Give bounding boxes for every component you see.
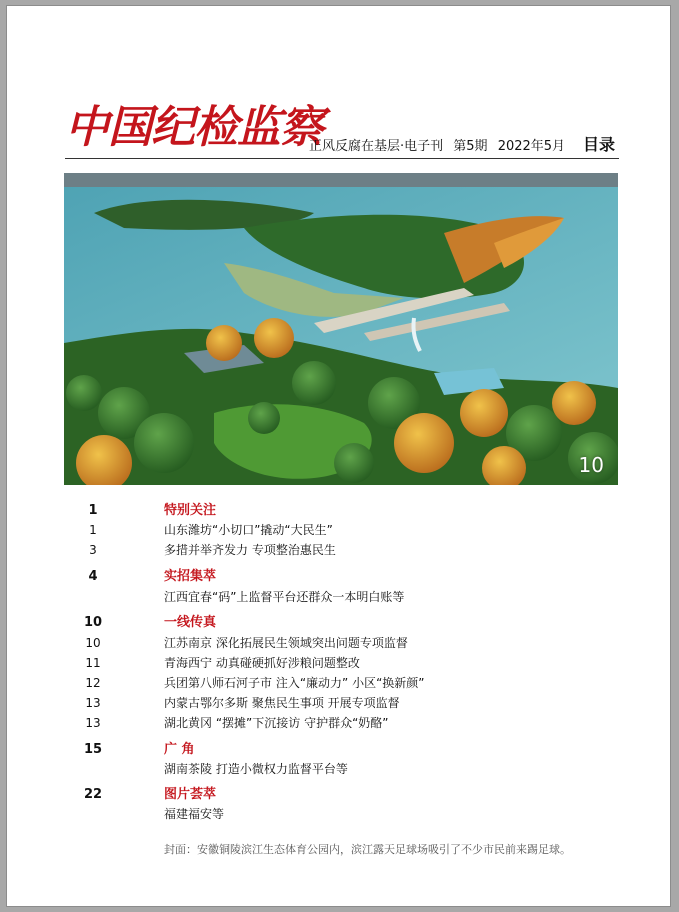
- toc-item-title: 江苏南京 深化拓展民生领域突出问题专项监督: [164, 636, 408, 650]
- aerial-park-illustration: [64, 173, 618, 485]
- toc-section-row[interactable]: [64, 568, 624, 586]
- cover-photo: [64, 173, 618, 485]
- toc-page-number: 13: [85, 716, 101, 730]
- magazine-title: 中国纪检监察: [65, 102, 323, 153]
- toc-item-title: 湖北黄冈 “摆摊”下沉接访 守护群众“奶酪”: [164, 716, 389, 730]
- toc-item-title: 江西宜春“码”上监督平台还群众一本明白账等: [164, 590, 405, 604]
- toc-page-number: 13: [85, 696, 101, 710]
- toc-item-row[interactable]: [64, 588, 624, 606]
- toc-item-row[interactable]: [64, 760, 624, 778]
- toc-section-title: 广 角: [164, 742, 195, 757]
- cover-page-number: 10: [578, 453, 604, 477]
- toc-page-number: 22: [83, 787, 103, 802]
- toc-page-number: 4: [88, 569, 98, 584]
- toc-item-title: 兵团第八师石河子市 注入“廉动力” 小区“换新颜”: [164, 676, 425, 690]
- toc-page-number: 10: [85, 636, 101, 650]
- header-rule: [65, 158, 619, 159]
- toc-item-row[interactable]: [64, 634, 624, 652]
- toc-page-number: 10: [83, 615, 103, 630]
- toc-section-title: 一线传真: [164, 615, 217, 630]
- toc-page-number: 1: [88, 503, 98, 518]
- toc-item-title: 山东潍坊“小切口”撬动“大民生”: [164, 523, 333, 537]
- toc-item-row[interactable]: [64, 694, 624, 712]
- masthead-subtitle: 正风反腐在基层·电子刊: [309, 139, 444, 154]
- masthead-info: [309, 135, 571, 154]
- masthead-issue: 第5期: [453, 139, 488, 154]
- toc-page-number: 15: [83, 742, 103, 757]
- toc-page-number: 1: [89, 523, 97, 537]
- toc-item-row[interactable]: [64, 654, 624, 672]
- toc-item-row[interactable]: [64, 674, 624, 692]
- toc-item-title: 福建福安等: [164, 807, 225, 821]
- toc-item-title: 青海西宁 动真碰硬抓好涉粮问题整改: [164, 656, 360, 670]
- toc-section-title: 图片荟萃: [164, 787, 217, 802]
- toc-section-row[interactable]: [64, 786, 624, 804]
- document-page: [7, 6, 670, 906]
- cover-caption: 封面：安徽铜陵滨江生态体育公园内，滨江露天足球场吸引了不少市民前来踢足球。: [164, 843, 571, 856]
- toc-item-row[interactable]: [64, 521, 624, 539]
- toc-page-number: 3: [89, 543, 97, 557]
- toc-page-number: 12: [85, 676, 101, 690]
- toc-heading: 目录: [583, 135, 616, 154]
- toc-item-title: 多措并举齐发力 专项整治惠民生: [164, 543, 336, 557]
- toc-item-title: 湖南茶陵 打造小微权力监督平台等: [164, 762, 348, 776]
- toc-item-row[interactable]: [64, 541, 624, 559]
- toc-section-row[interactable]: [64, 614, 624, 632]
- masthead-date: 2022年5月: [497, 139, 566, 154]
- toc-section-title: 特别关注: [164, 503, 217, 518]
- toc-section-row[interactable]: [64, 502, 624, 520]
- toc-item-title: 内蒙古鄂尔多斯 聚焦民生事项 开展专项监督: [164, 696, 400, 710]
- toc-page-number: 11: [85, 656, 101, 670]
- toc-section-row[interactable]: [64, 741, 624, 759]
- toc-item-row[interactable]: [64, 805, 624, 823]
- toc-item-row[interactable]: [64, 714, 624, 732]
- toc-section-title: 实招集萃: [164, 569, 217, 584]
